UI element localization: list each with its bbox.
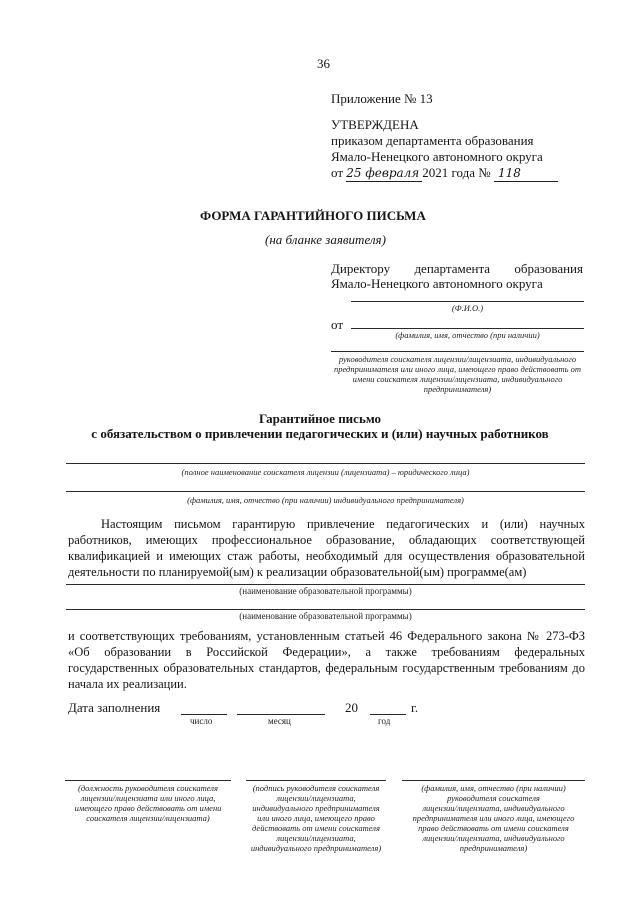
signature-name-caption-5: право действовать от имени соискателя bbox=[418, 823, 569, 833]
signature-position-caption-4: соискателя лицензии/лицензиата) bbox=[86, 813, 210, 823]
program-line-1 bbox=[66, 584, 585, 585]
approval-date-prefix: от bbox=[331, 165, 344, 180]
fill-date-day-caption: число bbox=[190, 716, 213, 726]
applicant-individual-caption: (фамилия, имя, отчество (при наличии) индивидуального предпринимателя) bbox=[187, 495, 464, 505]
program-caption-2: (наименование образовательной программы) bbox=[239, 611, 412, 621]
signature-sign-caption-1: (подпись руководителя соискателя bbox=[252, 783, 380, 793]
signature-sign-caption-7: индивидуального предпринимателя) bbox=[250, 843, 382, 853]
from-caption: (фамилия, имя, отчество (при наличии) bbox=[395, 330, 540, 340]
from-note-2: предпринимателя или иного лица, имеющего право действовать от bbox=[333, 364, 582, 374]
applicant-individual-line bbox=[66, 491, 585, 492]
from-note-3: имени соискателя лицензии/лицензиата, индивидуального bbox=[352, 374, 563, 384]
signature-position-caption-2: лицензии/лицензиата или иного лица, bbox=[80, 793, 216, 803]
fill-date-year-suffix: г. bbox=[411, 700, 419, 715]
signature-sign-caption-4: или иного лица, имеющего право bbox=[257, 813, 375, 823]
from-label: от bbox=[331, 317, 344, 332]
addressee-word-3: образования bbox=[514, 261, 583, 276]
appendix-label: Приложение № 13 bbox=[331, 91, 433, 106]
fill-date-month-caption: месяц bbox=[268, 716, 291, 726]
addressee-word-2: департамента bbox=[414, 261, 491, 276]
program-caption-1: (наименование образовательной программы) bbox=[239, 586, 412, 596]
approval-date-line bbox=[331, 165, 558, 182]
from-line-2 bbox=[331, 351, 584, 352]
signature-name-caption-3: лицензии/лицензиата, индивидуального bbox=[422, 803, 565, 813]
signature-sign-caption-6: лицензии/лицензиата, bbox=[276, 833, 356, 843]
letter-paragraph-2: и соответствующих требованиям, установленным статьей 46 Федерального закона № 273-ФЗ «Об образовании в Российской Федерации», а также требованиям федеральных государственных образовательных стандартов, федеральным государственным требованиям до начала их реализации. bbox=[68, 629, 585, 691]
signature-name-caption-1: (фамилия, имя, отчество (при наличии) bbox=[421, 783, 566, 793]
approval-line-2: Ямало-Ненецкого автономного округа bbox=[331, 149, 543, 164]
fill-date-month-line bbox=[237, 714, 325, 715]
fill-date-year-caption: год bbox=[378, 716, 391, 726]
signature-position-caption-3: имеющего право действовать от имени bbox=[74, 803, 222, 813]
from-line bbox=[351, 328, 584, 329]
letter-title: Гарантийное письмо bbox=[258, 411, 382, 426]
approval-title: УТВЕРЖДЕНА bbox=[331, 117, 419, 132]
form-title: ФОРМА ГАРАНТИЙНОГО ПИСЬМА bbox=[200, 208, 426, 223]
signature-position-caption-1: (должность руководителя соискателя bbox=[78, 783, 218, 793]
page-number: 36 bbox=[317, 56, 330, 71]
applicant-legal-caption: (полное наименование соискателя лицензии (лицензиата) – юридического лица) bbox=[181, 467, 470, 477]
addressee-line-2: Ямало-Ненецкого автономного округа bbox=[331, 276, 543, 291]
letter-subtitle: с обязательством о привлечении педагогических и (или) научных работников bbox=[91, 426, 549, 441]
signature-sign-caption-2: лицензии/лицензиата, bbox=[276, 793, 356, 803]
fill-date-day-line bbox=[181, 714, 227, 715]
fill-date-year-prefix: 20 bbox=[345, 700, 358, 715]
fill-date-year-line bbox=[370, 714, 406, 715]
signature-name-caption-6: лицензии/лицензиата, индивидуального bbox=[422, 833, 565, 843]
approval-handwritten-number: 118 bbox=[494, 165, 558, 182]
addressee-word-1: Директору bbox=[331, 261, 391, 276]
form-subtitle: (на бланке заявителя) bbox=[265, 232, 386, 247]
signature-sign-caption-5: действовать от имени соискателя bbox=[252, 823, 380, 833]
signature-name-caption-2: руководителя соискателя bbox=[447, 793, 540, 803]
from-note-4: предпринимателя) bbox=[423, 384, 492, 394]
fio-line bbox=[351, 301, 584, 302]
fill-date-label: Дата заполнения bbox=[68, 700, 161, 715]
program-line-2 bbox=[66, 609, 585, 610]
from-note-1: руководителя соискателя лицензии/лицензиата, индивидуального bbox=[338, 354, 577, 364]
letter-paragraph-1: Настоящим письмом гарантирую привлечение педагогических и (или) научных работников, имеющих профессиональное образование, обладающих соответствующей квалификацией и имеющих стаж работы, необходимый для осуществления образовательной деятельности по планируемой(ым) к реализации образовательной(ым) программе(ам) bbox=[68, 517, 585, 579]
signature-sign-caption-3: индивидуального предпринимателя bbox=[252, 803, 380, 813]
approval-handwritten-date: 25 февраля bbox=[346, 165, 422, 182]
signature-position-line bbox=[65, 780, 231, 781]
signature-name-caption-4: предпринимателя или иного лица, имеющего bbox=[412, 813, 575, 823]
signature-name-caption-7: предпринимателя) bbox=[459, 843, 528, 853]
signature-sign-line bbox=[246, 780, 386, 781]
signature-name-line bbox=[402, 780, 585, 781]
approval-date-suffix: 2021 года № bbox=[422, 165, 491, 180]
fio-caption: (Ф.И.О.) bbox=[451, 303, 484, 313]
addressee-line-1 bbox=[331, 261, 583, 277]
applicant-legal-line bbox=[66, 463, 585, 464]
approval-line-1: приказом департамента образования bbox=[331, 133, 534, 148]
